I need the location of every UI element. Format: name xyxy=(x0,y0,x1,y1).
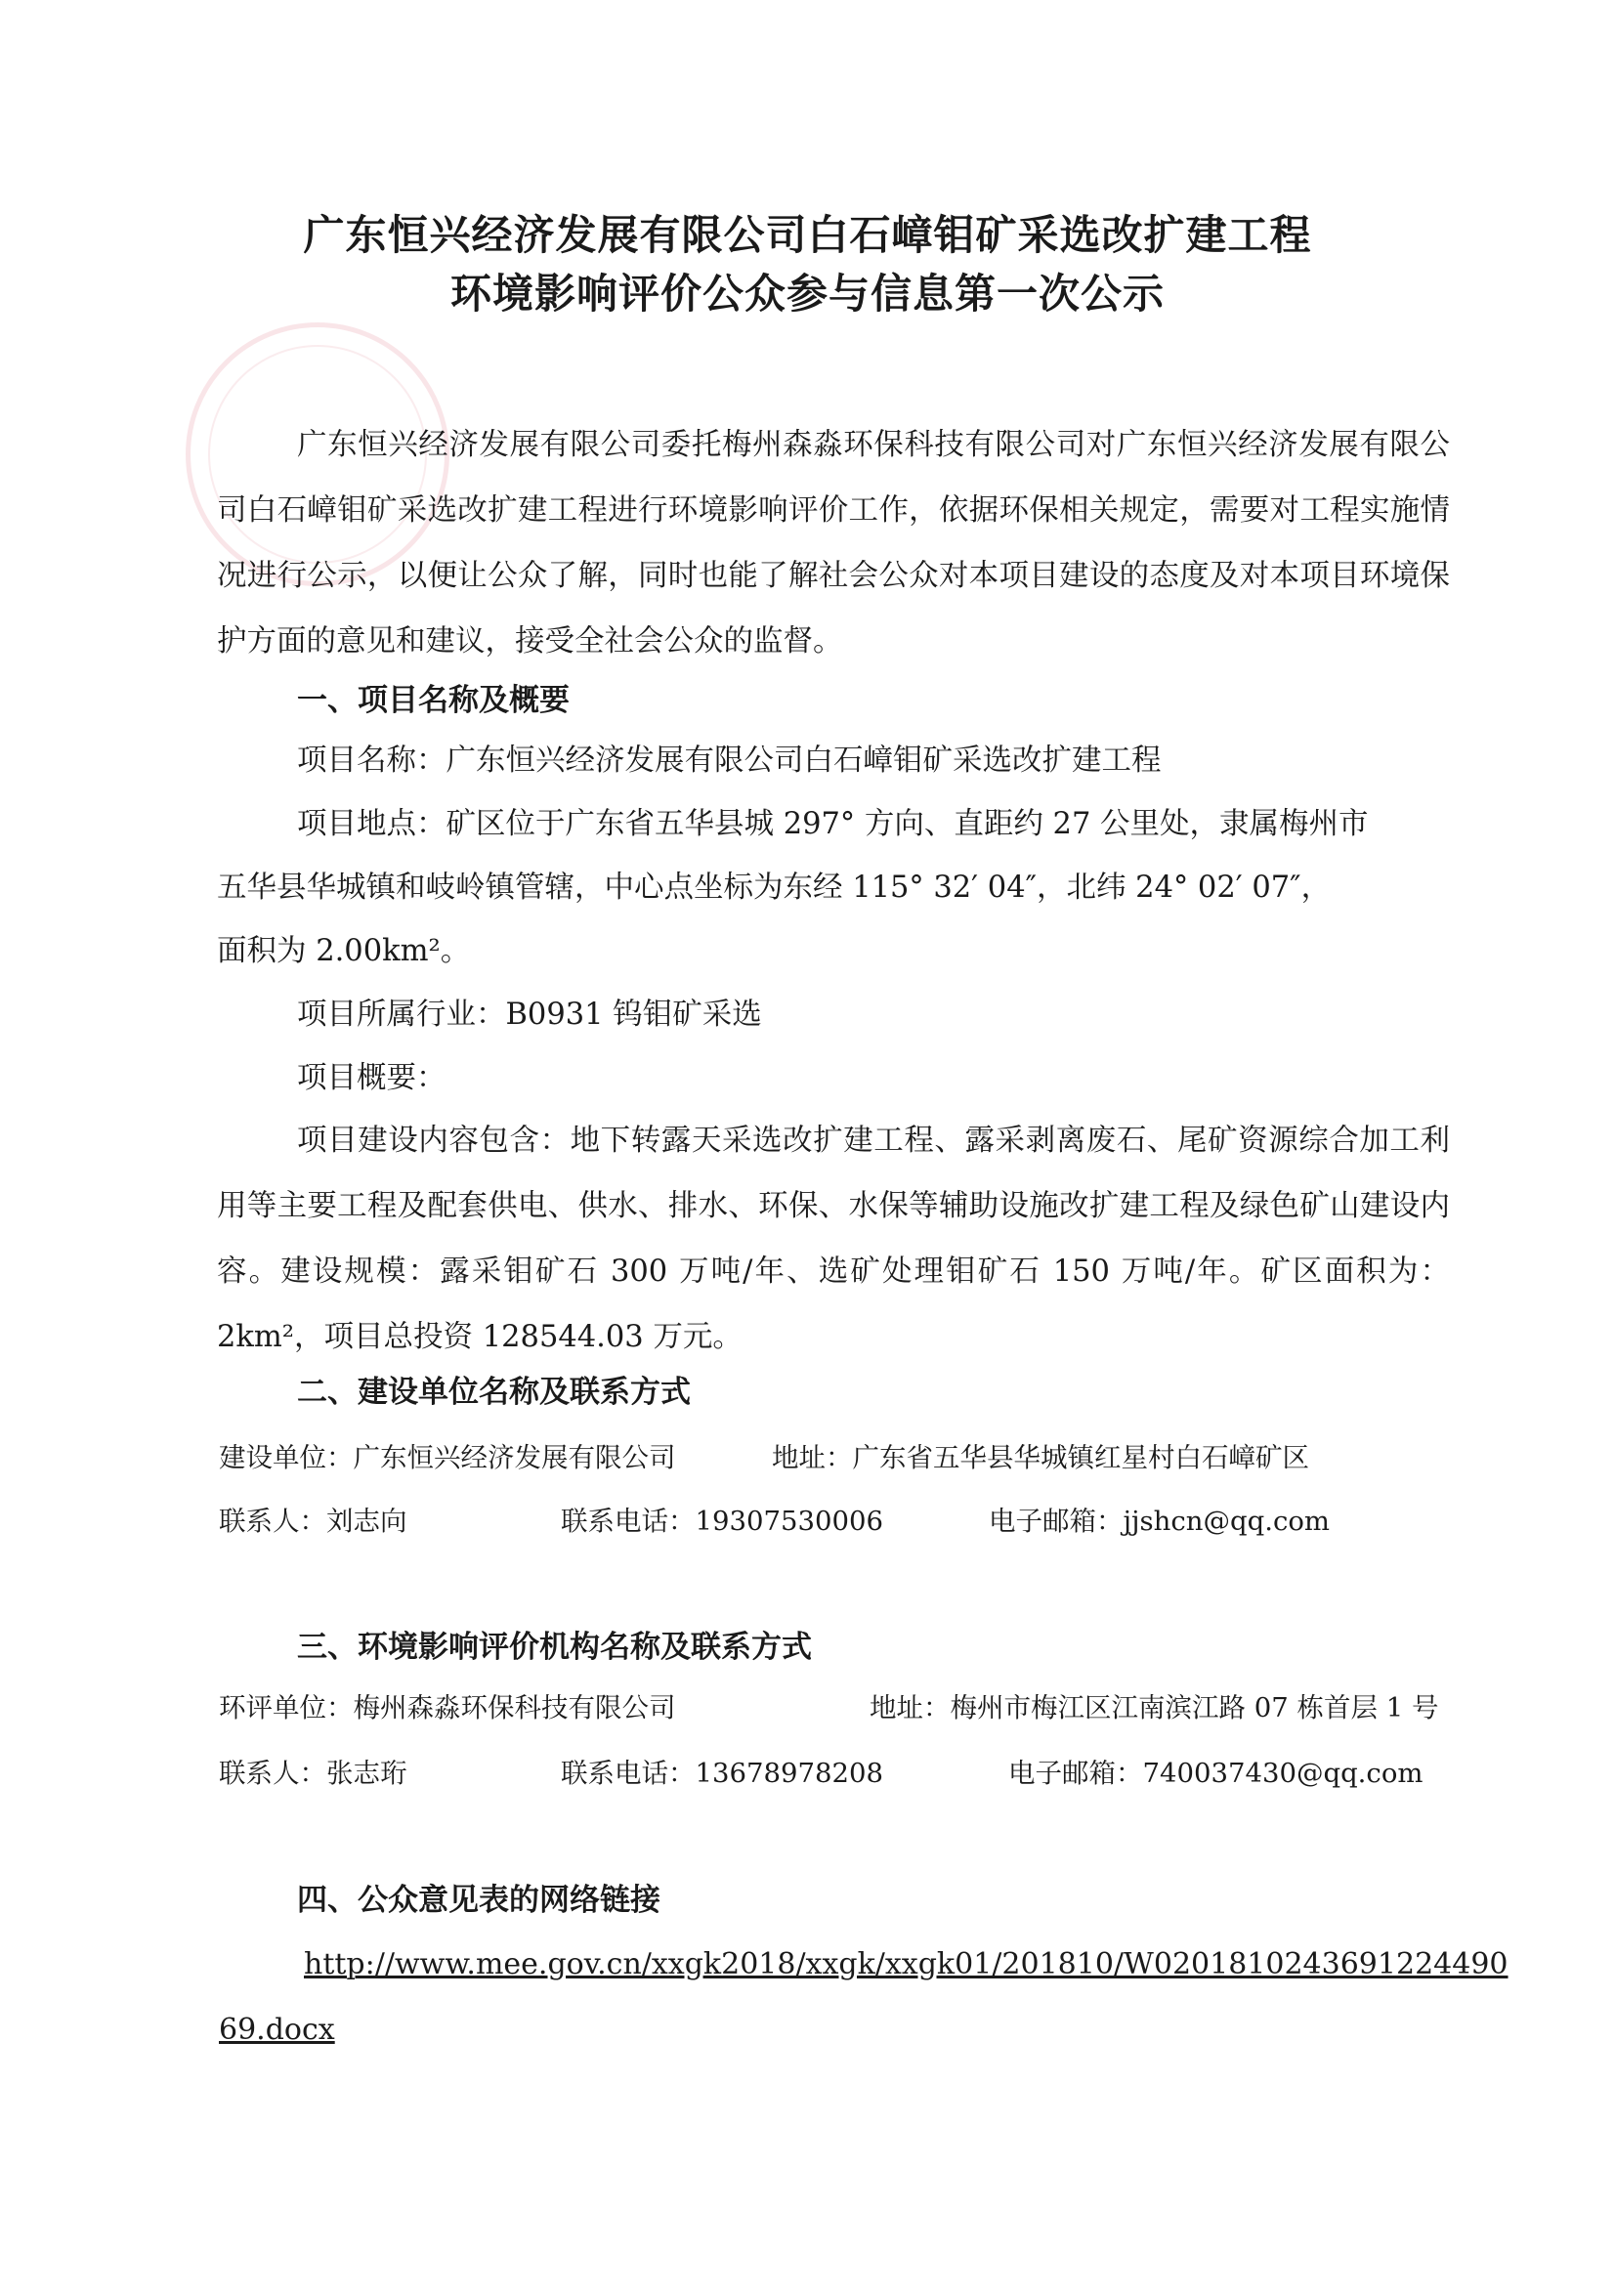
feedback-form-link-line-2[interactable]: 69.docx xyxy=(219,2013,335,2047)
document-title-line-2: 环境影响评价公众参与信息第一次公示 xyxy=(449,270,1165,318)
eia-contact-person: 联系人：张志珩 xyxy=(219,1758,407,1789)
project-location-line-1: 项目地点：矿区位于广东省五华县城 297° 方向、直距约 27 公里处，隶属梅州市 xyxy=(297,807,1369,841)
project-overview-paragraph: 项目建设内容包含：地下转露天采选改扩建工程、露采剥离废石、尾矿资源综合加工利用等主要工程及配套供电、供水、排水、环保、水保等辅助设施改扩建工程及绿色矿山建设内容。建设规模：露采钼矿石 300 万吨/年、选矿处理钼矿石 150 万吨/年。矿区面积为：2km²，项目总投资 128544.03 万元。 xyxy=(217,1124,1450,1354)
intro-paragraph: 广东恒兴经济发展有限公司委托梅州森淼环保科技有限公司对广东恒兴经济发展有限公司白石嶂钼矿采选改扩建工程进行环境影响评价工作，依据环保相关规定，需要对工程实施情况进行公示，以便让公众了解，同时也能了解社会公众对本项目建设的态度及对本项目环境保护方面的意见和建议，接受全社会公众的监督。 xyxy=(217,428,1450,659)
project-location-line-3: 面积为 2.00km²。 xyxy=(217,934,471,968)
builder-phone: 联系电话：19307530006 xyxy=(561,1506,883,1537)
section-1-heading: 一、项目名称及概要 xyxy=(297,683,570,718)
builder-address: 地址：广东省五华县华城镇红星村白石嶂矿区 xyxy=(772,1442,1309,1473)
project-industry-line: 项目所属行业：B0931 钨钼矿采选 xyxy=(297,998,762,1032)
builder-email: 电子邮箱：jjshcn@qq.com xyxy=(989,1506,1330,1537)
document-title-line-1: 广东恒兴经济发展有限公司白石嶂钼矿采选改扩建工程 xyxy=(303,211,1312,259)
section-2-heading: 二、建设单位名称及联系方式 xyxy=(297,1375,691,1410)
eia-phone: 联系电话：13678978208 xyxy=(561,1758,883,1789)
section-3-heading: 三、环境影响评价机构名称及联系方式 xyxy=(297,1630,812,1665)
builder-unit: 建设单位：广东恒兴经济发展有限公司 xyxy=(219,1442,676,1473)
builder-contact-person: 联系人：刘志向 xyxy=(219,1506,407,1537)
section-4-heading: 四、公众意见表的网络链接 xyxy=(297,1883,660,1918)
eia-unit: 环评单位：梅州森淼环保科技有限公司 xyxy=(219,1692,676,1723)
eia-address: 地址：梅州市梅江区江南滨江路 07 栋首层 1 号 xyxy=(870,1692,1439,1723)
eia-email: 电子邮箱：740037430@qq.com xyxy=(1008,1758,1424,1789)
project-location-line-2: 五华县华城镇和岐岭镇管辖，中心点坐标为东经 115° 32′ 04″，北纬 24° 02′ 07″， xyxy=(217,871,1332,905)
project-overview-label: 项目概要： xyxy=(297,1061,446,1095)
project-name-line: 项目名称：广东恒兴经济发展有限公司白石嶂钼矿采选改扩建工程 xyxy=(297,744,1162,778)
feedback-form-link-line-1[interactable]: http://www.mee.gov.cn/xxgk2018/xxgk/xxgk01/201810/W0201810243691224490 xyxy=(304,1947,1509,1981)
